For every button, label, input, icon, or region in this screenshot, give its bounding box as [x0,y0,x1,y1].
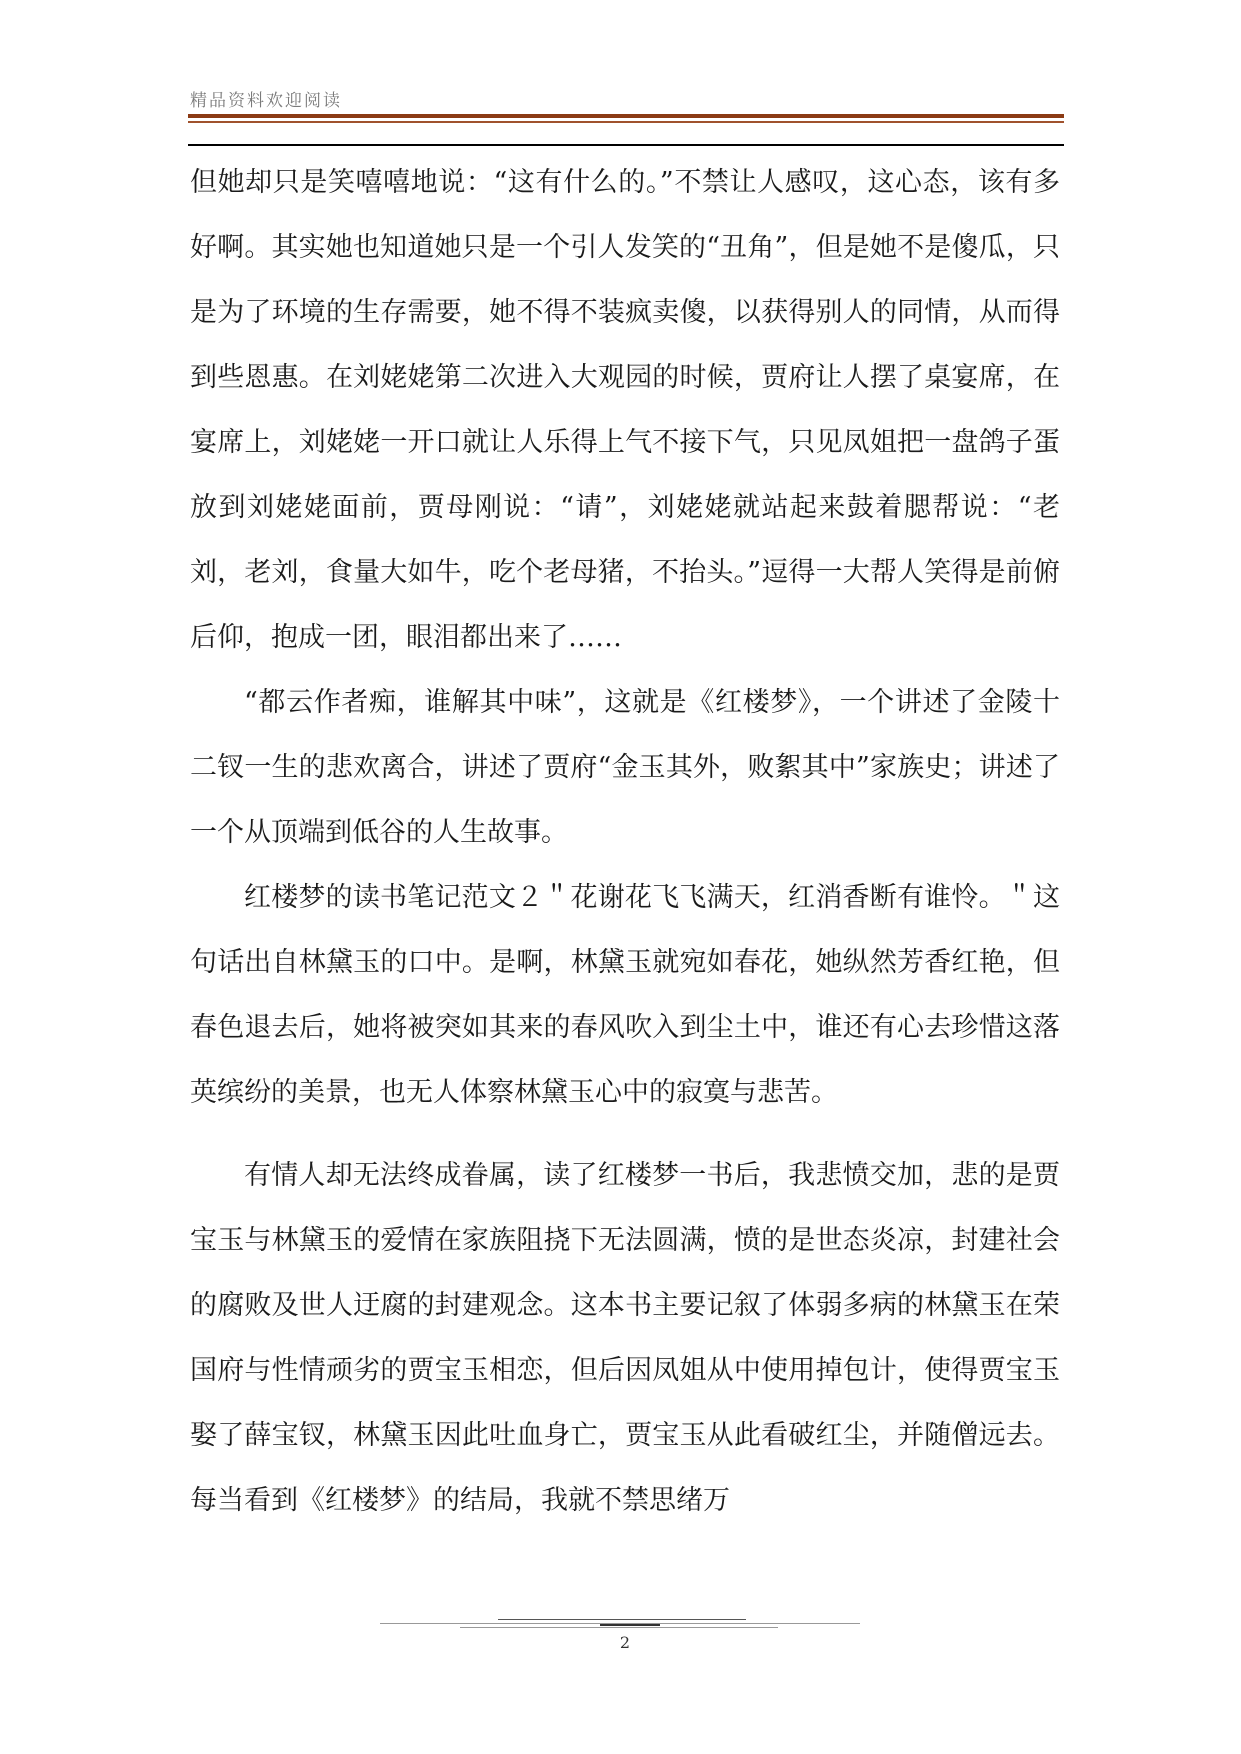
paragraph-2: “都云作者痴，谁解其中味”，这就是《红楼梦》，一个讲述了金陵十二钗一生的悲欢离合，讲述了贾府“金玉其外，败絮其中”家族史；讲述了一个从顶端到低谷的人生故事。 [190,687,1060,848]
footer-rule-1 [498,1619,746,1620]
paragraph-3: 红楼梦的读书笔记范文２＂花谢花飞飞满天，红消香断有谁怜。＂这句话出自林黛玉的口中。是啊，林黛玉就宛如春花，她纵然芳香红艳，但春色退去后，她将被突如其来的春风吹入到尘土中，谁还有心去珍惜这落英缤纷的美景，也无人体察林黛玉心中的寂寞与悲苦。 [190,882,1060,1108]
header-title: 精品资料欢迎阅读 [190,91,342,111]
header-rule-black [188,144,1064,146]
paragraph-4: 有情人却无法终成眷属，读了红楼梦一书后，我悲愤交加，悲的是贾宝玉与林黛玉的爱情在家族阻挠下无法圆满，愤的是世态炎凉，封建社会的腐败及世人迂腐的封建观念。这本书主要记叙了体弱多病的林黛玉在荣国府与性情顽劣的贾宝玉相恋，但后因凤姐从中使用掉包计，使得贾宝玉娶了薛宝钗，林黛玉因此吐血身亡，贾宝玉从此看破红尘，并随僧远去。每当看到《红楼梦》的结局，我就不禁思绪万 [190,1160,1060,1516]
footer-rule-4 [600,1624,660,1626]
header-rule-thin [188,121,1064,123]
footer-rule-3 [460,1627,778,1628]
page-number: 2 [619,1633,631,1652]
document-body [190,150,1060,1533]
header-rule-thick [188,114,1064,118]
paragraph-gap [190,1125,1060,1143]
paragraph-1: 但她却只是笑嘻嘻地说：“这有什么的。”不禁让人感叹，这心态，该有多好啊。其实她也知道她只是一个引人发笑的“丑角”，但是她不是傻瓜，只是为了环境的生存需要，她不得不装疯卖傻，以获得别人的同情，从而得到些恩惠。在刘姥姥第二次进入大观园的时候，贾府让人摆了桌宴席，在宴席上，刘姥姥一开口就让人乐得上气不接下气，只见凤姐把一盘鸽子蛋放到刘姥姥面前，贾母刚说：“请”，刘姥姥就站起来鼓着腮帮说：“老刘，老刘，食量大如牛，吃个老母猪，不抬头。”逗得一大帮人笑得是前俯后仰，抱成一团，眼泪都出来了…… [190,167,1060,653]
